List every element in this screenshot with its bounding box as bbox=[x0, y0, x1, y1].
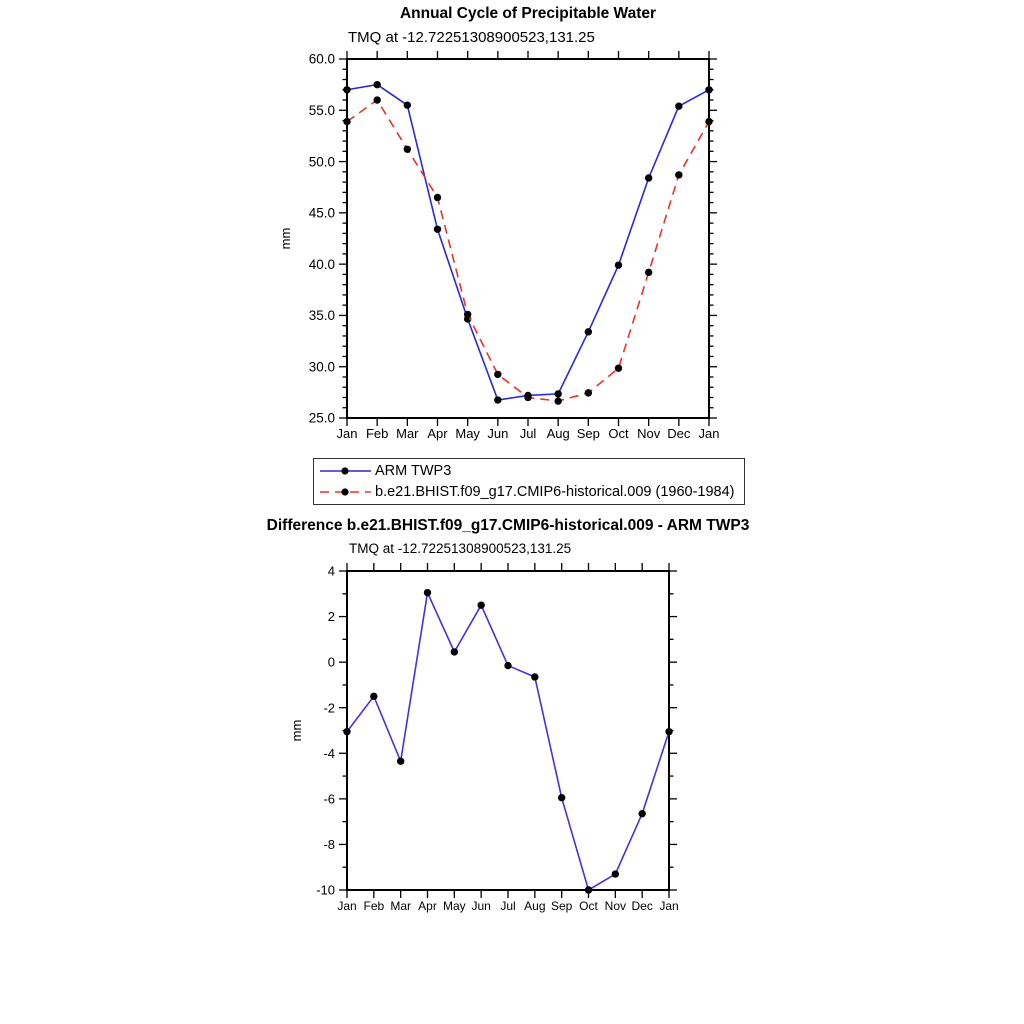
y-tick-label: -6 bbox=[323, 791, 335, 807]
data-point bbox=[370, 693, 377, 700]
x-tick-label: Sep bbox=[550, 899, 573, 913]
legend-item-arm-twp3 bbox=[319, 460, 744, 481]
legend-marker-dot-icon bbox=[341, 489, 348, 496]
data-point bbox=[451, 648, 458, 655]
x-tick-label: Nov bbox=[637, 426, 661, 441]
y-tick-label: 45.0 bbox=[308, 205, 335, 221]
data-point bbox=[675, 171, 682, 178]
data-point bbox=[504, 662, 511, 669]
data-point bbox=[464, 311, 471, 318]
data-point bbox=[397, 758, 404, 765]
x-tick-label: Jun bbox=[471, 899, 491, 913]
x-tick-label: Apr bbox=[427, 426, 448, 441]
x-tick-label: Jan bbox=[659, 899, 679, 913]
x-tick-label: Mar bbox=[390, 899, 412, 913]
data-point bbox=[645, 269, 652, 276]
data-point bbox=[343, 118, 350, 125]
data-point bbox=[494, 396, 501, 403]
legend-solid-line-icon bbox=[319, 461, 372, 481]
data-point bbox=[343, 86, 350, 93]
plot-frame bbox=[347, 59, 709, 418]
x-tick-label: Jul bbox=[500, 899, 516, 913]
data-point bbox=[638, 810, 645, 817]
y-axis-label: mm bbox=[289, 719, 304, 742]
data-point bbox=[434, 226, 441, 233]
y-tick-label: 0 bbox=[327, 654, 335, 670]
top-chart-title: Annual Cycle of Precipitable Water bbox=[399, 5, 657, 22]
data-point bbox=[404, 101, 411, 108]
x-tick-label: Feb bbox=[363, 899, 385, 913]
x-tick-label: Jan bbox=[337, 899, 357, 913]
data-point bbox=[554, 390, 561, 397]
x-tick-label: Apr bbox=[418, 899, 437, 913]
x-tick-label: May bbox=[442, 899, 466, 913]
data-point bbox=[615, 261, 622, 268]
x-tick-label: Oct bbox=[608, 426, 629, 441]
data-point bbox=[612, 870, 619, 877]
bottom-chart-plot bbox=[289, 563, 679, 913]
data-point bbox=[373, 96, 380, 103]
x-tick-label: Sep bbox=[576, 426, 600, 441]
data-point bbox=[585, 328, 592, 335]
y-tick-label: 25.0 bbox=[308, 410, 335, 426]
y-tick-label: 55.0 bbox=[308, 103, 335, 119]
series-line-0 bbox=[347, 85, 709, 400]
x-tick-label: Dec bbox=[631, 899, 653, 913]
x-tick-label: Jun bbox=[487, 426, 509, 441]
x-tick-label: Oct bbox=[579, 899, 598, 913]
x-tick-label: Aug bbox=[524, 899, 546, 913]
x-tick-label: Nov bbox=[604, 899, 627, 913]
x-tick-label: Mar bbox=[396, 426, 419, 441]
data-point bbox=[404, 146, 411, 153]
x-tick-label: May bbox=[455, 426, 480, 441]
data-point bbox=[645, 174, 652, 181]
y-tick-label: 30.0 bbox=[308, 359, 335, 375]
x-tick-label: Feb bbox=[365, 426, 389, 441]
y-tick-label: -8 bbox=[323, 836, 335, 852]
y-tick-label: -10 bbox=[316, 882, 335, 898]
legend-item-model bbox=[319, 482, 744, 503]
axis-ticks bbox=[339, 51, 717, 426]
y-tick-label: 4 bbox=[327, 563, 335, 579]
top-chart-legend bbox=[313, 458, 745, 505]
data-point bbox=[494, 371, 501, 378]
data-point bbox=[373, 81, 380, 88]
x-tick-label: Jan bbox=[336, 426, 358, 441]
data-point bbox=[524, 394, 531, 401]
top-chart-subtitle: TMQ at -12.72251308900523,131.25 bbox=[348, 29, 595, 46]
legend-label-model: b.e21.BHIST.f09_g17.CMIP6-historical.009 (1960-1984) bbox=[375, 484, 735, 501]
data-point bbox=[434, 194, 441, 201]
x-tick-label: Dec bbox=[667, 426, 691, 441]
data-point bbox=[615, 365, 622, 372]
y-axis-label: mm bbox=[278, 227, 293, 250]
data-point bbox=[675, 102, 682, 109]
data-point bbox=[585, 886, 592, 893]
data-point bbox=[558, 794, 565, 801]
data-point bbox=[665, 728, 672, 735]
top-chart-plot bbox=[278, 51, 719, 441]
x-tick-label: Aug bbox=[546, 426, 570, 441]
plot-frame bbox=[347, 571, 669, 890]
data-point bbox=[705, 86, 712, 93]
data-point bbox=[585, 389, 592, 396]
y-tick-label: 60.0 bbox=[308, 51, 335, 67]
bottom-chart-subtitle: TMQ at -12.72251308900523,131.25 bbox=[349, 541, 572, 556]
data-point bbox=[554, 397, 561, 404]
y-tick-label: 35.0 bbox=[308, 308, 335, 324]
y-tick-label: 2 bbox=[327, 609, 335, 625]
data-point bbox=[531, 673, 538, 680]
data-point bbox=[424, 589, 431, 596]
y-tick-label: -2 bbox=[323, 700, 335, 716]
data-point bbox=[705, 118, 712, 125]
legend-marker-dot-icon bbox=[341, 467, 348, 474]
data-point bbox=[477, 601, 484, 608]
series-line-0 bbox=[347, 593, 669, 890]
y-tick-label: 50.0 bbox=[308, 154, 335, 170]
legend-dashed-line-icon bbox=[319, 482, 372, 502]
y-tick-label: -4 bbox=[323, 745, 335, 761]
x-tick-label: Jan bbox=[698, 426, 720, 441]
data-point bbox=[343, 728, 350, 735]
y-tick-label: 40.0 bbox=[308, 256, 335, 272]
x-tick-label: Jul bbox=[519, 426, 537, 441]
legend-label-arm-twp3: ARM TWP3 bbox=[375, 462, 452, 479]
bottom-chart-title: Difference b.e21.BHIST.f09_g17.CMIP6-historical.009 - ARM TWP3 bbox=[266, 517, 750, 534]
series-line-1 bbox=[347, 100, 709, 401]
